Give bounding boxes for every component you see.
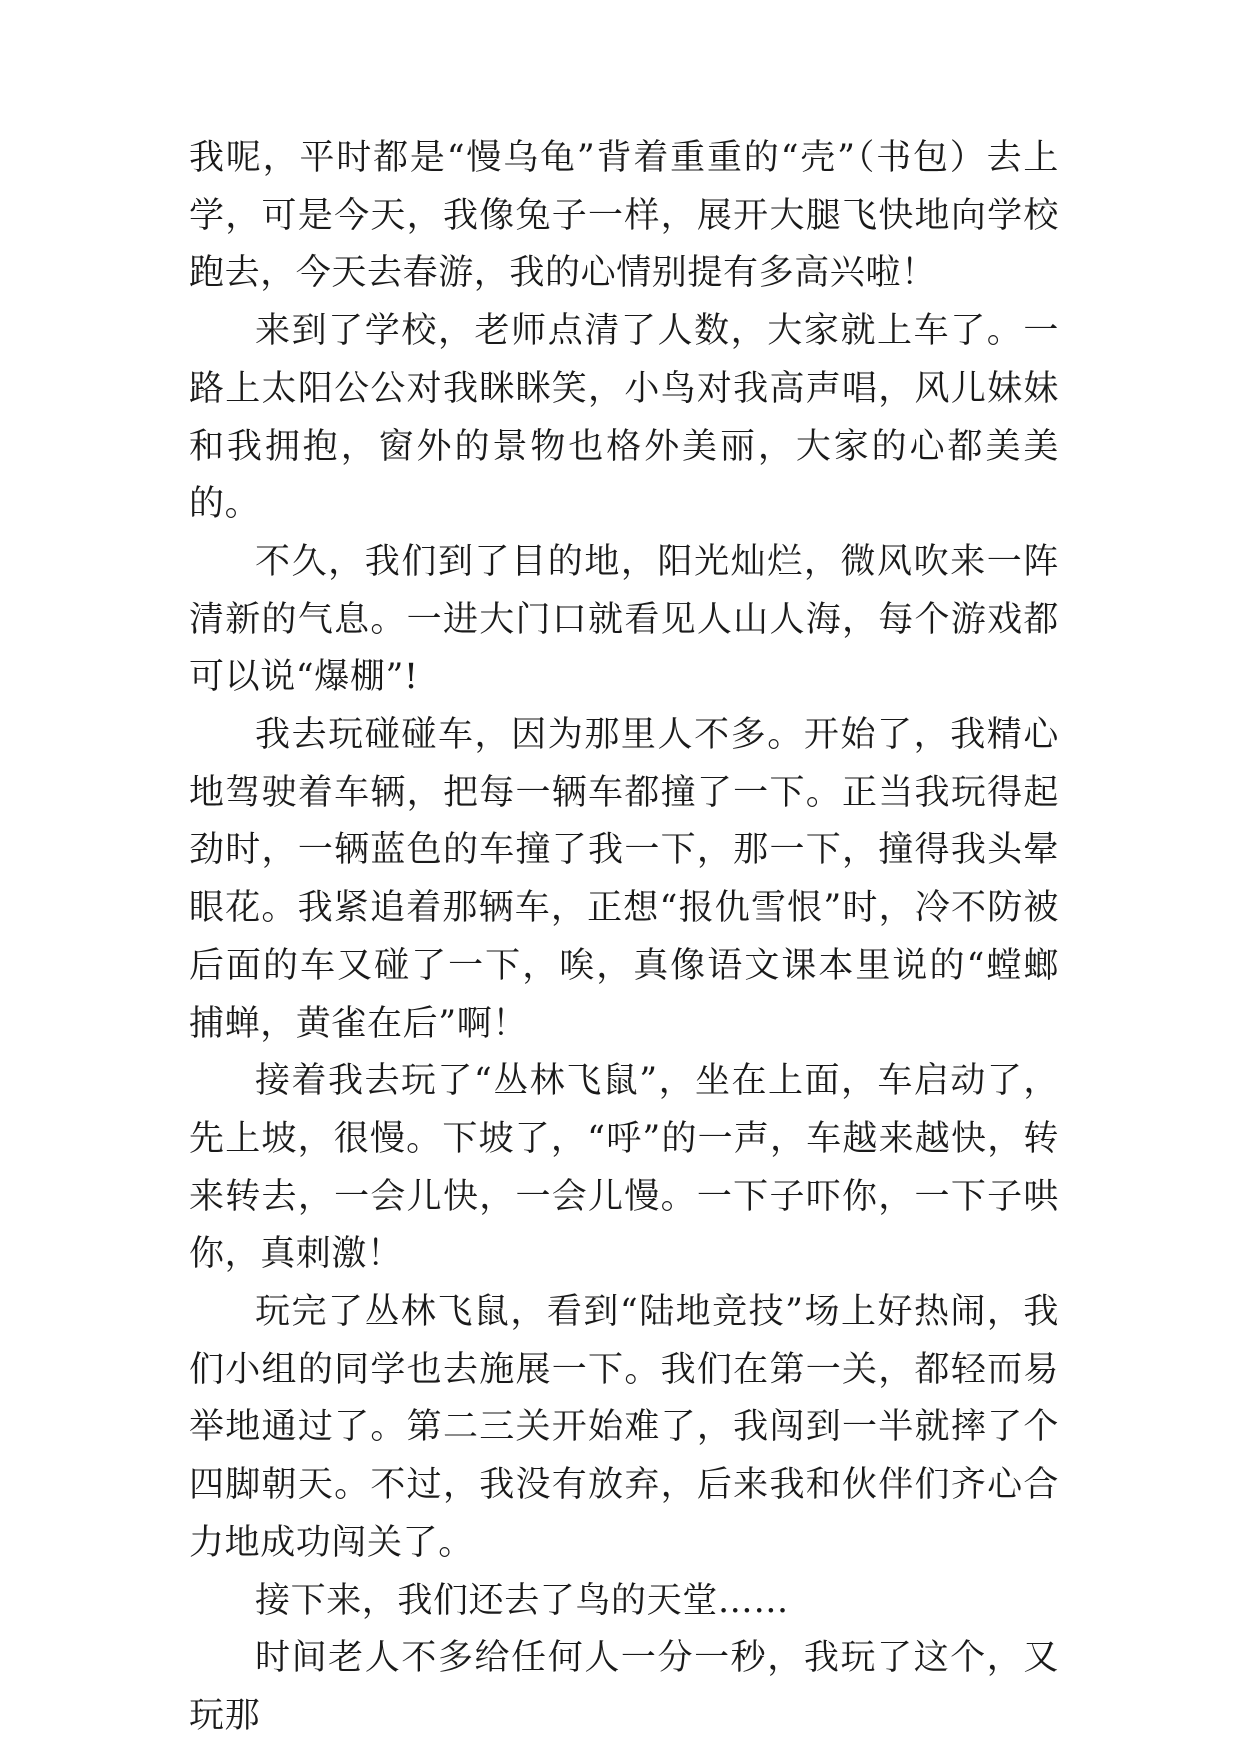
paragraph-5: 接着我去玩了“丛林飞鼠”，坐在上面，车启动了，先上坡，很慢。下坡了，“呼”的一声，车越来越快，转来转去，一会儿快，一会儿慢。一下子吓你，一下子哄你，真刺激！ <box>189 1061 1059 1275</box>
paragraph-8: 时间老人不多给任何人一分一秒，我玩了这个，又玩那 <box>189 1638 1059 1736</box>
paragraph-3: 不久，我们到了目的地，阳光灿烂，微风吹来一阵清新的气息。一进大门口就看见人山人海，每个游戏都可以说“爆棚”! <box>189 541 1059 698</box>
paragraph-1: 我呢，平时都是“慢乌龟”背着重重的“壳”（书包）去上学，可是今天，我像兔子一样，展开大腿飞快地向学校跑去，今天去春游，我的心情别提有多高兴啦！ <box>189 138 1059 294</box>
paragraph-4: 我去玩碰碰车，因为那里人不多。开始了，我精心地驾驶着车辆，把每一辆车都撞了一下。正当我玩得起劲时，一辆蓝色的车撞了我一下，那一下，撞得我头晕眼花。我紧追着那辆车，正想“报仇雪恨”时，冷不防被后面的车又碰了一下，唉，真像语文课本里说的“螳螂捕蝉，黄雀在后”啊！ <box>189 715 1059 1044</box>
document-page <box>189 130 1059 1746</box>
paragraph-7: 接下来，我们还去了鸟的天堂…… <box>255 1580 790 1621</box>
paragraph-2: 来到了学校，老师点清了人数，大家就上车了。一路上太阳公公对我眯眯笑，小鸟对我高声唱，风儿妹妹和我拥抱，窗外的景物也格外美丽，大家的心都美美的。 <box>189 311 1059 525</box>
paragraph-6: 玩完了丛林飞鼠，看到“陆地竞技”场上好热闹，我们小组的同学也去施展一下。我们在第一关，都轻而易举地通过了。第二三关开始难了，我闯到一半就摔了个四脚朝天。不过，我没有放弃，后来我和伙伴们齐心合力地成功闯关了。 <box>189 1292 1059 1563</box>
